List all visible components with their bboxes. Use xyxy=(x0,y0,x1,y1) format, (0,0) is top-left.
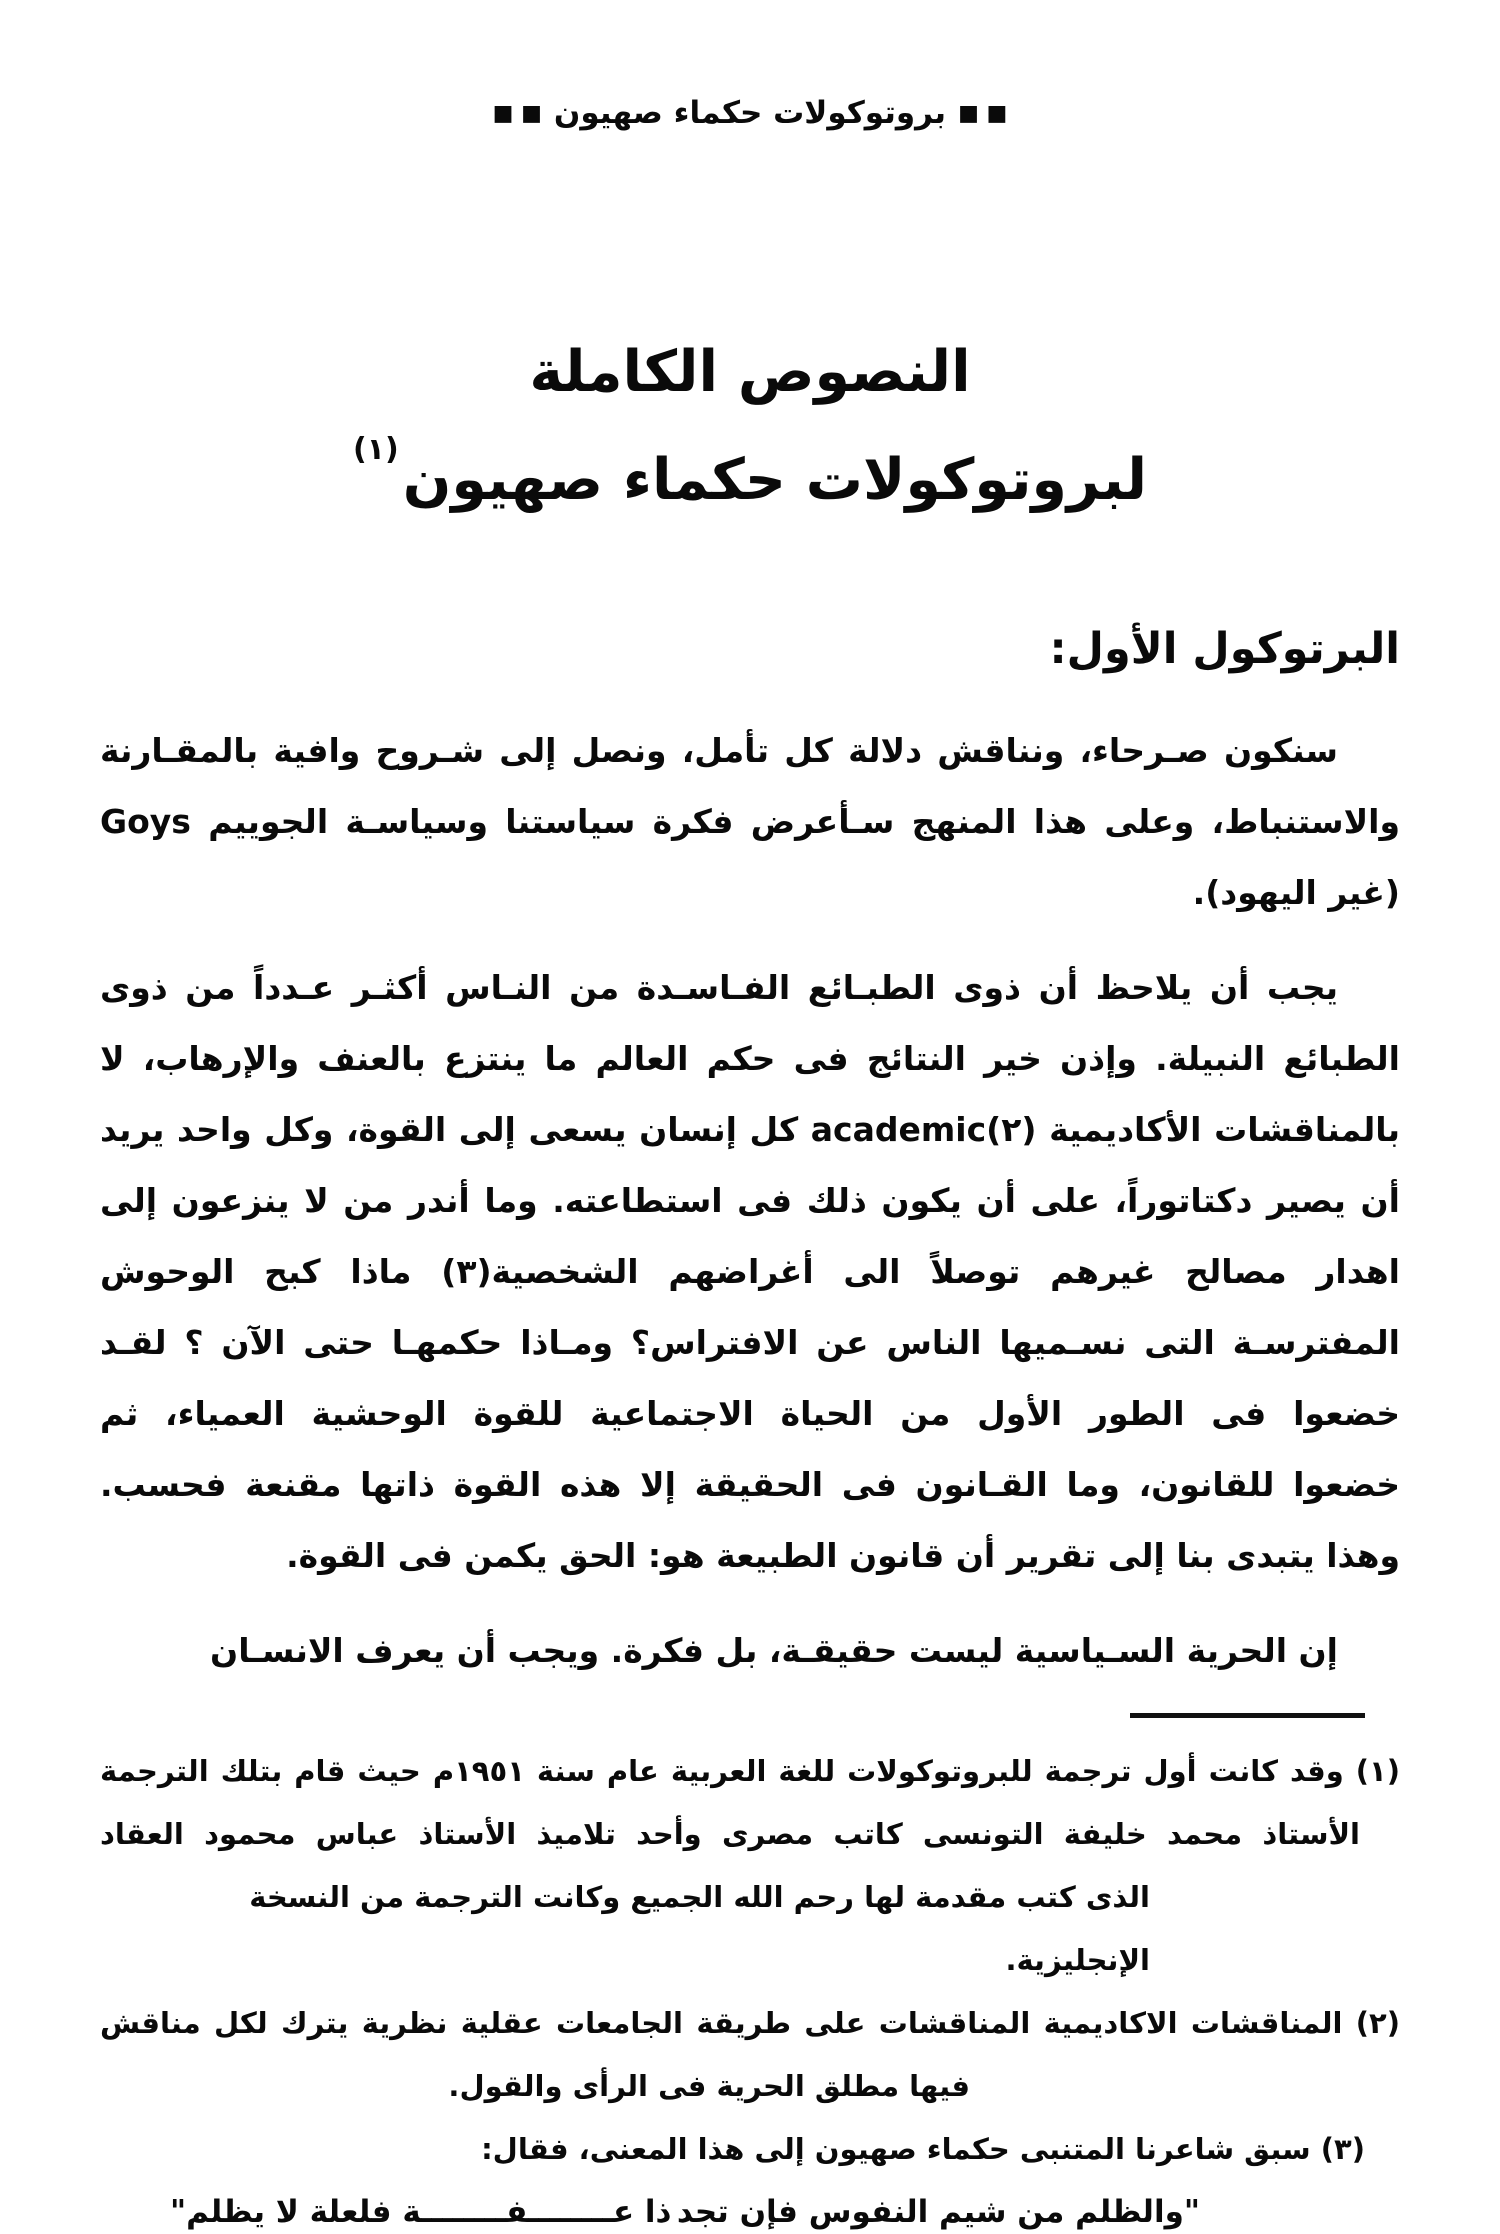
footnote-line: (١) وقد كانت أول ترجمة للبروتوكولات للغة العربية عام سنة ١٩٥١م حيث قام بتلك الترجمة xyxy=(100,1754,1400,1788)
body-line: خضعوا فى الطور الأول من الحياة الاجتماعية للقوة الوحشية العمياء، ثم xyxy=(100,1394,1400,1433)
footnote-line: فيها مطلق الحرية فى الرأى والقول. xyxy=(448,2069,970,2103)
body-line: بالمناقشات الأكاديمية (٢)academic كل إنسان يسعى إلى القوة، وكل واحد يريد xyxy=(100,1110,1400,1149)
footnotes xyxy=(100,1740,1400,2181)
verse-first-hemistich: "والظلم من شيم النفوس فإن تجد xyxy=(676,2194,1200,2230)
body-line: سنكون صـرحاء، ونناقش دلالة كل تأمل، ونصل إلى شـروح وافية بالمقـارنة xyxy=(100,731,1338,770)
section-heading: البرتوكول الأول: xyxy=(1049,624,1400,674)
body-line: الطبائع النبيلة. وإذن خير النتائج فى حكم العالم ما ينتزع بالعنف والإرهاب، لا xyxy=(100,1039,1400,1078)
footnote-line: (٢) المناقشات الاكاديمية المناقشات على طريقة الجامعات عقلية نظرية يترك لكل مناقش xyxy=(100,2006,1400,2040)
title-line-2 xyxy=(100,421,1400,529)
footnote-line: الذى كتب مقدمة لها رحم الله الجميع وكانت الترجمة من النسخة الإنجليزية. xyxy=(249,1880,1150,1977)
body-text xyxy=(100,715,1400,1686)
square-bullets-icon: ■ ■ xyxy=(492,101,542,126)
running-head-title: بروتوكولات حكماء صهيون xyxy=(553,95,947,131)
body-line: يجب أن يلاحظ أن ذوى الطبـائع الفـاسـدة من النـاس أكثـر عـدداً من ذوى xyxy=(100,968,1338,1007)
footnote-separator xyxy=(1130,1713,1365,1718)
paragraph xyxy=(100,715,1400,928)
running-head xyxy=(100,0,1400,131)
body-line: (غير اليهود). xyxy=(1192,873,1400,912)
footnote-line: (٣) سبق شاعرنا المتنبى حكماء صهيون إلى هذا المعنى، فقال: xyxy=(481,2132,1365,2166)
title-line-2-text: لبروتوكولات حكماء صهيون xyxy=(402,447,1148,513)
verse-second-hemistich: ذا عــــــــفــــــــة فلعلة لا يظلم" xyxy=(170,2194,672,2230)
poetry-verse xyxy=(170,2181,1200,2234)
square-bullets-icon: ■ ■ xyxy=(958,101,1008,126)
body-line: أن يصير دكتاتوراً، على أن يكون ذلك فى استطاعته. وما أندر من لا ينزعون إلى xyxy=(100,1181,1400,1220)
paragraph xyxy=(100,952,1400,1591)
body-line: اهدار مصالح غيرهم توصلاً الى أغراضهم الشخصية(٣) ماذا كبح الوحوش xyxy=(100,1252,1400,1291)
footnote-ref-1: (١) xyxy=(352,432,399,467)
footnote-line: الأستاذ محمد خليفة التونسى كاتب مصرى وأحد تلاميذ الأستاذ عباس محمود العقاد xyxy=(100,1817,1360,1851)
body-line: إن الحرية السـياسية ليست حقيقـة، بل فكرة. ويجب أن يعرف الانسـان xyxy=(210,1631,1338,1670)
body-line: وهذا يتبدى بنا إلى تقرير أن قانون الطبيعة هو: الحق يكمن فى القوة. xyxy=(286,1536,1400,1575)
page-title xyxy=(100,324,1400,529)
paragraph xyxy=(100,1615,1400,1686)
body-line: المفترسـة التى نسـميها الناس عن الافتراس؟ ومـاذا حكمهـا حتى الآن ؟ لقـد xyxy=(100,1323,1400,1362)
body-line: والاستنباط، وعلى هذا المنهج سـأعرض فكرة سياستنا وسياسـة الجوييم Goys xyxy=(100,802,1400,841)
body-line: خضعوا للقانون، وما القـانون فى الحقيقة إلا هذه القوة ذاتها مقنعة فحسب. xyxy=(100,1465,1400,1504)
title-line-1: النصوص الكاملة xyxy=(529,339,971,405)
